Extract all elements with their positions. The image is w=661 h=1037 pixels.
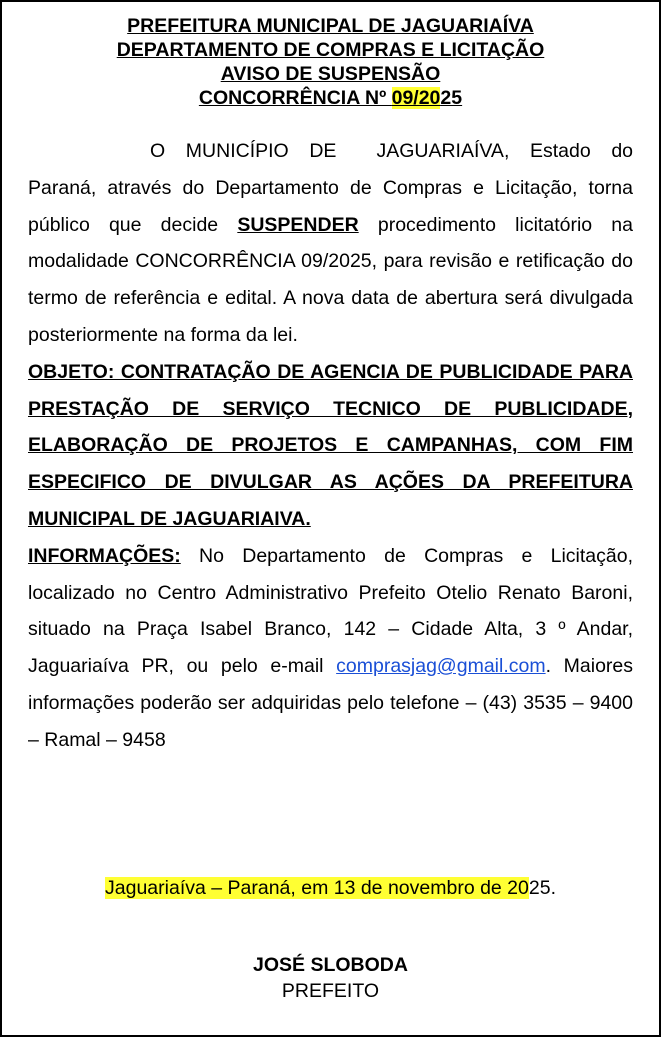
paragraph-text: JAGUARIAÍVA, Estado do Paraná, através do Departamento de Compras e Licitação, torna público que decide bbox=[28, 140, 634, 236]
information-text-continued: . Maiores informações poderão ser adquiridas pelo telefone – (43) 3535 – 9400 – Ramal – 9458 bbox=[28, 655, 633, 751]
signature-block bbox=[2, 952, 659, 1004]
paragraph-opening: O MUNICÍPIO DE bbox=[150, 140, 337, 162]
information-paragraph bbox=[28, 538, 633, 759]
process-number-highlight: 09/20 bbox=[391, 87, 441, 109]
dateline bbox=[2, 873, 659, 903]
signatory-name: JOSÉ SLOBODA bbox=[253, 954, 408, 976]
process-label: CONCORRÊNCIA Nº bbox=[198, 87, 392, 109]
information-label: INFORMAÇÕES: bbox=[28, 544, 181, 567]
suspension-paragraph bbox=[28, 133, 633, 354]
email-link[interactable]: comprasjag@gmail.com bbox=[336, 655, 546, 678]
header-process-number bbox=[2, 86, 659, 110]
dateline-highlight: Jaguariaíva – Paraná, em 13 de novembro de 20 bbox=[105, 877, 529, 899]
header-department: DEPARTAMENTO DE COMPRAS E LICITAÇÃO bbox=[116, 39, 545, 61]
object-paragraph: OBJETO: CONTRATAÇÃO DE AGENCIA DE PUBLICIDADE PARA PRESTAÇÃO DE SERVIÇO TECNICO DE PUBLICIDADE, ELABORAÇÃO DE PROJETOS E CAMPANHAS, COM FIM ESPECIFICO DE DIVULGAR AS AÇÕES DA PREFEITURA MUNICIPAL DE JAGUARIAIVA. bbox=[28, 360, 633, 530]
information-text: No Departamento de Compras e Licitação, localizado no Centro Administrativo Prefeito Otelio Renato Baroni, situado na Praça Isabel Branco, 142 – Cidade Alta, 3 º Andar, Jaguariaíva PR, ou pelo e-mail bbox=[28, 544, 633, 678]
notice-body bbox=[28, 133, 633, 759]
signatory-title: PREFEITO bbox=[281, 980, 380, 1002]
header-municipality: PREFEITURA MUNICIPAL DE JAGUARIAÍVA bbox=[127, 15, 534, 37]
header-notice-type: AVISO DE SUSPENSÃO bbox=[220, 63, 441, 85]
dateline-suffix: 25. bbox=[528, 877, 556, 899]
paragraph-text-continued: procedimento licitatório na modalidade CONCORRÊNCIA 09/2025, para revisão e retificação do termo de referência e edital. A nova data de abertura será divulgada posteriormente na forma da lei. bbox=[28, 213, 633, 346]
suspend-keyword: SUSPENDER bbox=[237, 213, 359, 236]
process-number-suffix: 25 bbox=[440, 87, 463, 109]
notice-header bbox=[2, 14, 659, 110]
